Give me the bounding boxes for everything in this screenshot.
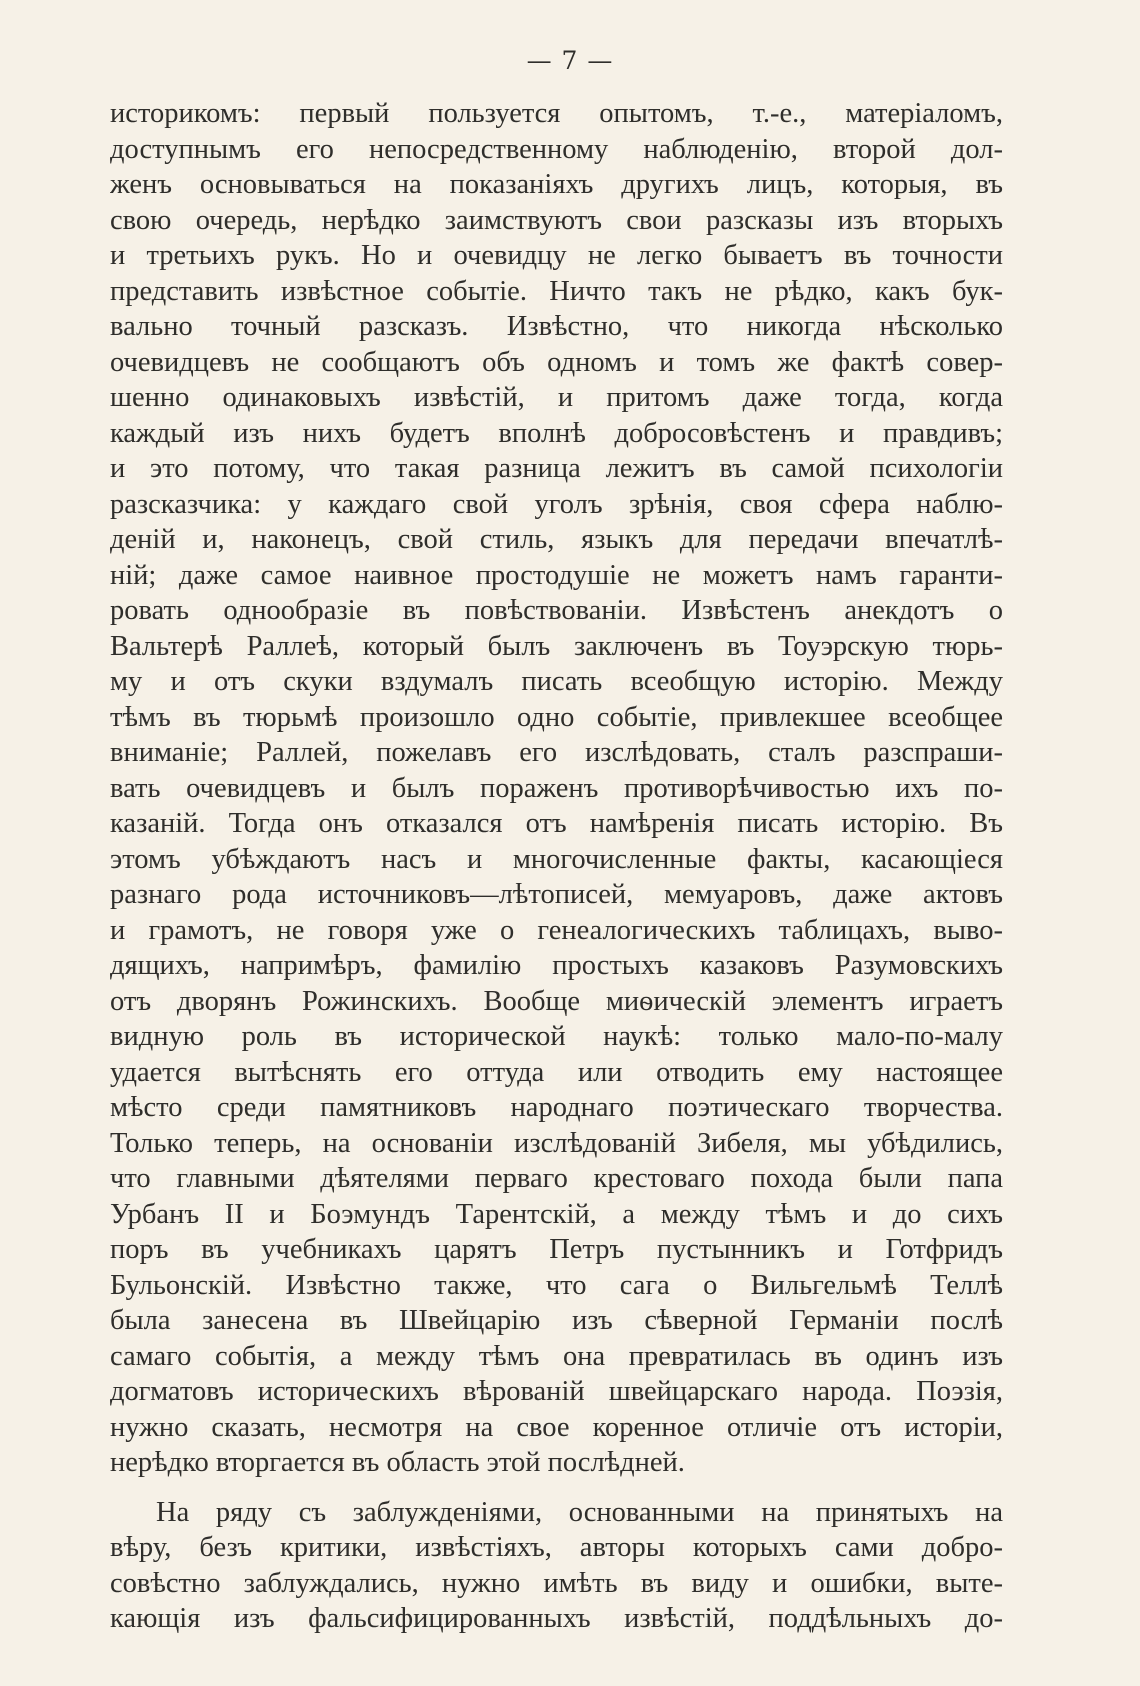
- text-line: нерѣдко вторгается въ область этой послѣдней.: [110, 1447, 685, 1478]
- text-line: удается вытѣснять его оттуда или отводить ему настоящее: [110, 1056, 1003, 1088]
- text-line: отъ дворянъ Рожинскихъ. Вообще миѳическій элементъ играетъ: [110, 985, 1003, 1017]
- text-line: Урбанъ II и Боэмундъ Тарентскій, а между тѣмъ и до сихъ: [110, 1198, 1003, 1230]
- text-line: разнаго рода источниковъ—лѣтописей, мемуаровъ, даже актовъ: [110, 879, 1003, 910]
- text-line: вать очевидцевъ и былъ пораженъ противорѣчивостью ихъ по-: [110, 772, 1003, 804]
- page-number: — 7 —: [526, 46, 614, 75]
- paragraph: [110, 1495, 1003, 1637]
- text-line: кающія изъ фальсифицированныхъ извѣстій, поддѣльныхъ до-: [110, 1603, 1003, 1634]
- text-line: и грамотъ, не говоря уже о генеалогическихъ таблицахъ, выво-: [110, 914, 1003, 946]
- text-line: каждый изъ нихъ будетъ вполнѣ добросовѣстенъ и правдивъ;: [110, 417, 1003, 449]
- text-line: догматовъ историческихъ вѣрованій швейцарскаго народа. Поэзія,: [110, 1376, 1003, 1407]
- text-line: очевидцевъ не сообщаютъ объ одномъ и томъ же фактѣ совер-: [110, 346, 1003, 378]
- text-line: разсказчика: у каждаго свой уголъ зрѣнія, своя сфера наблю-: [110, 488, 1003, 520]
- text-line: На ряду съ заблужденіями, основанными на принятыхъ на: [156, 1496, 1003, 1528]
- text-line: и третьихъ рукъ. Но и очевидцу не легко бываетъ въ точности: [110, 240, 1003, 271]
- text-line: вѣру, безъ критики, извѣстіяхъ, авторы которыхъ сами добро-: [110, 1532, 1003, 1563]
- text-line: этомъ убѣждаютъ насъ и многочисленные факты, касающіеся: [110, 843, 1003, 875]
- text-line: представить извѣстное событіе. Ничто такъ не рѣдко, какъ бук-: [110, 275, 1003, 307]
- text-line: видную роль въ исторической наукѣ: только мало-по-малу: [110, 1021, 1003, 1052]
- text-line: тѣмъ въ тюрьмѣ произошло одно событіе, привлекшее всеобщее: [110, 701, 1003, 733]
- paragraph-gap: [110, 1481, 1003, 1495]
- text-line: Вальтерѣ Раллеѣ, который былъ заключенъ въ Тоуэрскую тюрь-: [110, 630, 1003, 662]
- text-line: шенно одинаковыхъ извѣстій, и притомъ даже тогда, когда: [110, 382, 1003, 413]
- text-line: му и отъ скуки вздумалъ писать всеобщую исторію. Между: [110, 666, 1003, 697]
- text-line: нужно сказать, несмотря на свое коренное отличіе отъ исторіи,: [110, 1411, 1003, 1443]
- text-line: была занесена въ Швейцарію изъ сѣверной Германіи послѣ: [110, 1305, 1003, 1336]
- text-line: женъ основываться на показаніяхъ другихъ лицъ, которыя, въ: [110, 169, 1003, 200]
- text-line: самаго событія, а между тѣмъ она превратилась въ одинъ изъ: [110, 1340, 1003, 1372]
- text-line: дящихъ, напримѣръ, фамилію простыхъ казаковъ Разумовскихъ: [110, 950, 1003, 981]
- text-line: поръ въ учебникахъ царятъ Петръ пустынникъ и Готфридъ: [110, 1234, 1003, 1265]
- text-line: мѣсто среди памятниковъ народнаго поэтическаго творчества.: [110, 1092, 1003, 1123]
- text-line: что главными дѣятелями перваго крестоваго похода были папа: [110, 1163, 1003, 1194]
- text-line: ній; даже самое наивное простодушіе не можетъ намъ гаранти-: [110, 559, 1003, 591]
- text-line: доступнымъ его непосредственному наблюденію, второй дол-: [110, 133, 1003, 165]
- text-line: вально точный разсказъ. Извѣстно, что никогда нѣсколько: [110, 311, 1003, 342]
- text-line: совѣстно заблуждались, нужно имѣть въ виду и ошибки, выте-: [110, 1567, 1003, 1599]
- text-line: казаній. Тогда онъ отказался отъ намѣренія писать исторію. Въ: [110, 808, 1003, 839]
- text-line: вниманіе; Раллей, пожелавъ его изслѣдовать, сталъ разспраши-: [110, 737, 1003, 768]
- text-line: Только теперь, на основаніи изслѣдованій Зибеля, мы убѣдились,: [110, 1127, 1003, 1159]
- text-line: свою очередь, нерѣдко заимствуютъ свои разсказы изъ вторыхъ: [110, 204, 1003, 236]
- text-line: историкомъ: первый пользуется опытомъ, т.-е., матеріаломъ,: [110, 98, 1003, 129]
- text-line: ровать однообразіе въ повѣствованіи. Извѣстенъ анекдотъ о: [110, 595, 1003, 626]
- text-line: деній и, наконецъ, свой стиль, языкъ для передачи впечатлѣ-: [110, 524, 1003, 555]
- text-line: и это потому, что такая разница лежитъ въ самой психологіи: [110, 453, 1003, 484]
- paragraph: [110, 96, 1003, 1481]
- body-text: [110, 96, 1003, 1637]
- text-line: Бульонскій. Извѣстно также, что сага о Вильгельмѣ Теллѣ: [110, 1269, 1003, 1301]
